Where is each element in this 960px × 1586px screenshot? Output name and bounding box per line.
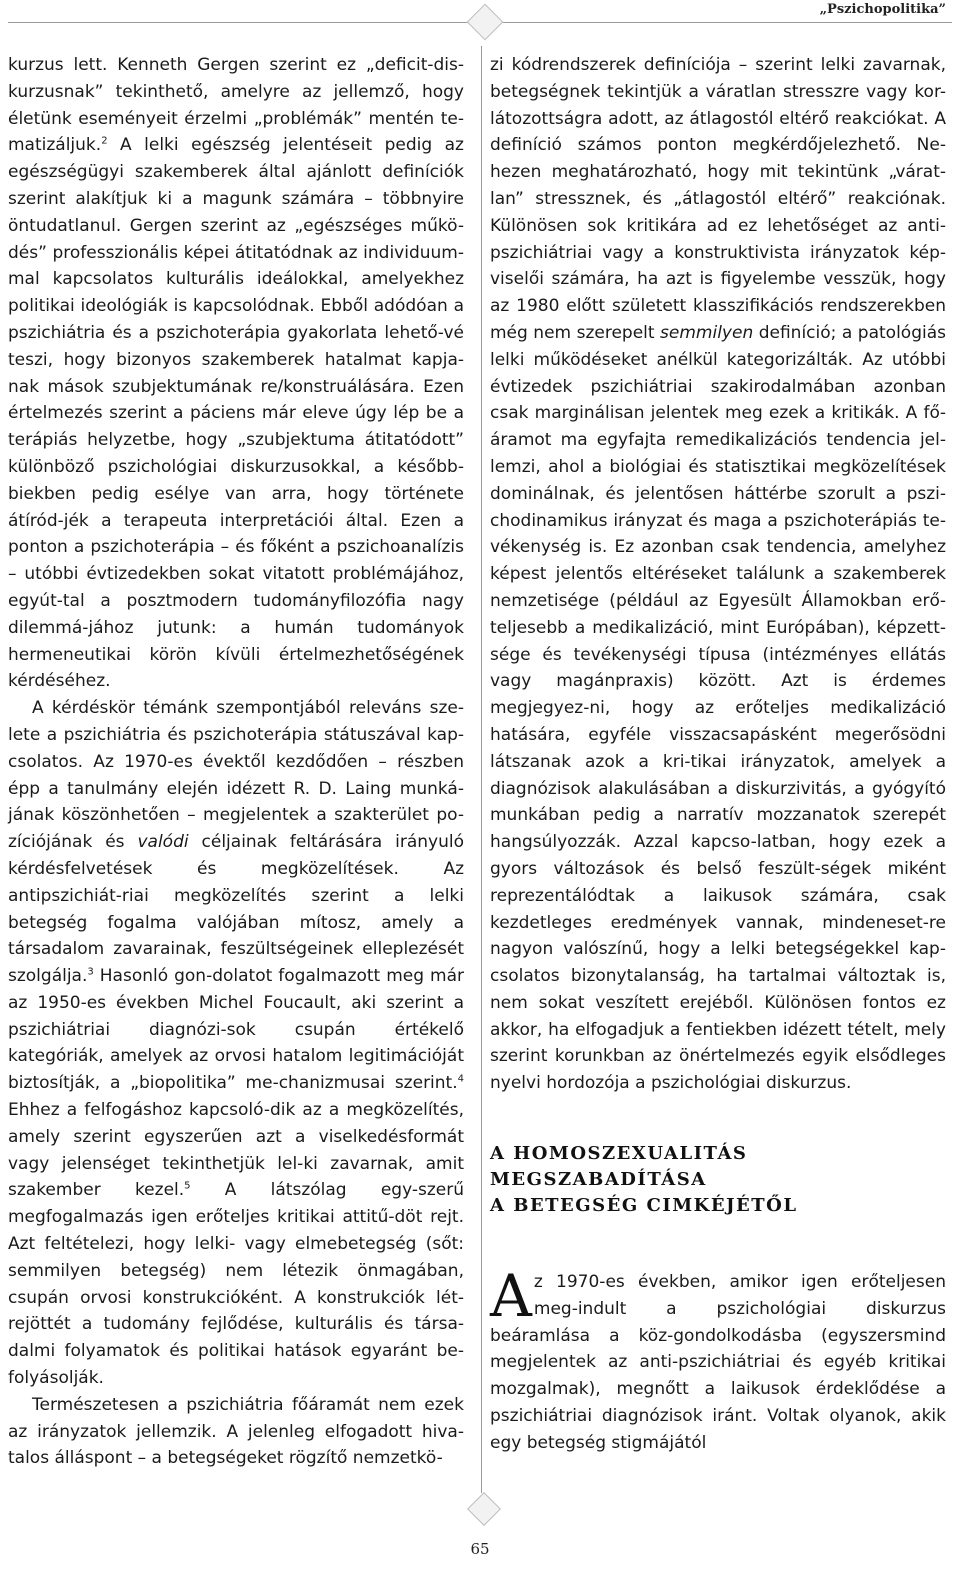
right-paragraph-1: zi kódrendszerek definíciója – szerint lelki zavarnak, betegségnek tekintjük a váratlan stresszre vagy kor-látozottságra adott, az átlagostól eltérő reakciókat. A definíció számos ponton megkérdőjelezhető. Ne-hezen meghatározható, hogy mit tekintünk „várat-lan” stressznek, és „átlagostól eltérő” reakciónak. Különösen sok kritikára ad ez lehetőséget az anti-pszichiátriai vagy a konstruktivista irányzatok kép-viselői számára, ha azt is figyelembe vesszük, hogy az 1980 előtt született klasszifikációs rendszerekben még nem szerepelt semmilyen definíció; a patológiás lelki működéseket anélkül kategorizálták. Az utóbbi évtizedek pszichiátriai szakirodalmában azonban csak marginálisan jelentek meg ezek a kritikák. A fő-áramot ma egyfajta remedikalizációs tendencia jel-lemzi, ahol a biológiai és statisztikai megközelítések dominálnak, és jelentősen háttérbe szorult a pszi-chodinamikus irányzat és maga a pszichoterápiás te-vékenység is. Ez azonban csak tendencia, amelyhez képest jelentős eltéréseket találunk a szakemberek nemzetisége (például az Egyesült Államokban erő-teljesebb a medikalizáció, mint Európában), képzett-sége és tevékenységi típusa (intézményes ellátás vagy magánpraxis) között. Azt is érdemes megjegyez-ni, hogy az erőteljes medikalizáció hatására, egyféle visszacsapásként megerősödni látszanak azok a kri-tikai irányzatok, amelyek a diagnózisok alakulásában a diskurzivitás, a gyógyító munkában pedig a narratív mozzanatok szerepét hangsúlyozzák. Azzal kapcso-latban, hogy ezek a gyors változások és belső feszült-ségek miként reprezentálódtak a laikusok számára, csak kezdetleges eredmények vannak, mindeneset-re nagyon valószínű, hogy a lelki betegségekkel kap-csolatos bizonytalanság, ha tartalmai változtak is, nem sokat veszített erejéből. Különösen fontos ez akkor, ha elfogadjuk a fentiekben idézett tételt, mely szerint korunkban az önértelmezés egyik elsődleges nyelvi hordozója a pszichológiai diskurzus. xyxy=(490,55,946,1094)
section-heading-line-3: A BETEGSÉG CIMKÉJÉTŐL xyxy=(490,1195,798,1217)
header-diamond-ornament xyxy=(467,4,504,41)
footnote-ref-5[interactable]: 5 xyxy=(184,1180,191,1192)
left-column xyxy=(8,52,464,1472)
drop-cap: A xyxy=(490,1262,532,1331)
left-paragraph-2: A kérdéskör témánk szempontjából releváns sze-lete a pszichiátria és pszichoterápia státuszával kap-csolatos. Az 1970-es évektől kezdődően – részben épp a tanulmány elején idézett R. D. Laing munká-jának köszönhetően – megjelentek a szakterület po-zíciójának és valódi céljainak feltárására irányuló kérdésfelvetések és megközelítések. Az antipszichiát-riai megközelítés szerint a lelki betegség fogalma valójában mítosz, amely a társadalom zavarainak, feszültségeinek elleplezését szolgálja.$^3$ Hasonló gon-dolatot fogalmazott meg már az 1950-es években Michel Foucault, aki szerint a pszichiátriai diagnózi-sok csupán értékelő kategóriák, amelyek az orvosi hatalom legitimációját biztosítják, a „biopolitika” me-chanizmusai szerint.$^4$ Ehhez a felfogáshoz kapcsoló-dik az a megközelítés, amely szerint egyszerűen azt a viselkedésformát vagy jelenséget tekinthetjük lel-ki zavarnak, amit szakember kezel.$^5$ A látszólag egy-szerű megfogalmazás igen erőteljes kritikai attitű-döt rejt. Azt feltételezi, hogy lelki- vagy elmebetegség (sőt: semmilyen betegség) nem létezik önmagában, csupán orvosi konstrukcióként. A konstrukciók lét-rejöttét a tudomány fejlődése, kulturális és társa-dalmi folyamatok és politikai hatások egyaránt be-folyásolják. xyxy=(8,698,465,1389)
left-paragraph-1: kurzus lett. Kenneth Gergen szerint ez „deficit-dis-kurzusnak” tekinthető, amelyre az jellemző, hogy életünk eseményeit érzelmi „problémák” mentén te-matizáljuk.$^2$ A lelki egészség jelentéseit pedig az egészségügyi szakemberek által ajánlott definíciók szerint alakítjuk ki a magunk számára – többnyire öntudatlanul. Gergen szerint az „egészséges műkö-dés” professzionális képei átitatódnak az individuum-mal kapcsolatos kulturális ideálokkal, amelyekhez politikai ideológiák is kapcsolódnak. Ebből adódóan a pszichiátria és a pszichoterápia gyakorlata lehető-vé teszi, hogy bizonyos szakemberek hatalmat kapja-nak mások szubjektumának re/konstruálására. Ezen értelmezés szerint a páciens már eleve úgy lép be a terápiás helyzetbe, hogy „szubjektuma átitatódott” különböző pszichológiai diskurzusokkal, a később-biekben pedig esélye van arra, hogy története átíród-jék a terapeuta interpretációi által. Ezen a ponton a pszichoterápia – és főként a pszichoanalízis – utóbbi évtizedekben sokat vitatott problémájához, egyút-tal a posztmodern tudományfilozófia nagy dilemmá-jához jutunk: a humán tudományok hermeneutikai körön kívüli értelmezhetőségének kérdéséhez. xyxy=(8,55,464,692)
right-paragraph-2: Az 1970-es években, amikor igen erőteljesen meg-indult a pszichológiai diskurzus beáramlása a köz-gondolkodásba (egyszersmind megjelentek az anti-pszichiátriai és egyéb kritikai mozgalmak), megnőtt a laikusok érdeklődése a pszichiátriai diagnózisok iránt. Voltak olyanok, akik egy betegség stigmájától xyxy=(490,1262,946,1453)
running-title: „Pszichopolitika” xyxy=(810,2,948,17)
footnote-ref-4[interactable]: 4 xyxy=(457,1073,464,1085)
page-number: 65 xyxy=(470,1540,490,1558)
column-divider xyxy=(481,46,482,1493)
footnote-ref-3[interactable]: 3 xyxy=(87,966,94,978)
section-heading xyxy=(490,1141,946,1219)
section-heading-line-1: A HOMOSZEXUALITÁS xyxy=(490,1143,748,1165)
footnote-ref-2[interactable]: 2 xyxy=(101,135,108,147)
footer-diamond-ornament xyxy=(467,1492,501,1526)
right-column xyxy=(490,52,946,1457)
left-paragraph-3: Természetesen a pszichiátria főáramát nem ezek az irányzatok jellemzik. A jelenleg elfogadott hiva-talos álláspont – a betegségeket rögzítő nemzetkö- xyxy=(8,1394,464,1469)
section-heading-line-2: MEGSZABADÍTÁSA xyxy=(490,1169,707,1191)
